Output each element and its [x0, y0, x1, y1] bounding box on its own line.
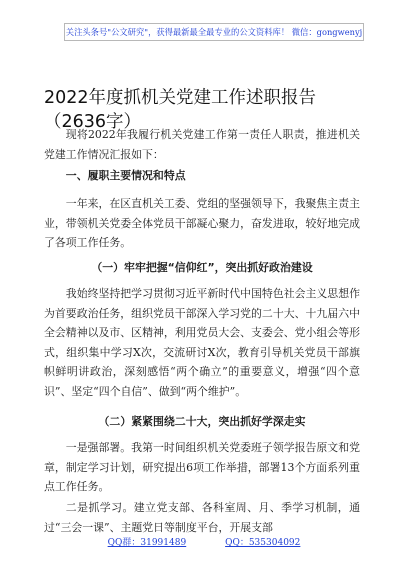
- intro-paragraph: 现将2022年我履行机关党建工作第一责任人职责，推进机关党建工作情况汇报如下：: [44, 128, 360, 161]
- subsection-heading-2: （二）紧紧围绕二十大，突出抓好学深走实: [98, 415, 306, 428]
- paragraph-2: 一年来，在区直机关工委、党组的坚强领导下，我聚焦主责主业，带领机关党委全体党员干部凝心聚力，奋发进取，较好地完成了各项工作任务。: [44, 197, 360, 250]
- header-banner: 关注头条号"公文研究"，获得最新最全最专业的公文资料库！ 微信：gongwenyj: [64, 23, 364, 41]
- section-heading-1: 一、履职主要情况和特点: [65, 169, 186, 182]
- document-title: 2022年度抓机关党建工作述职报告（2636字）: [44, 87, 317, 132]
- paragraph-4: 一是强部署。我第一时间组织机关党委班子领学报告原文和党章，制定学习计划，研究提出6项工作举措，部署13个方面系列重点工作任务。: [44, 441, 360, 494]
- footer-qq-group[interactable]: QQ群：31991489: [107, 538, 187, 548]
- subsection-heading-1: （一）牢牢把握“信仰红”，突出抓好政治建设: [91, 261, 313, 274]
- paragraph-3: 我始终坚持把学习贯彻习近平新时代中国特色社会主义思想作为首要政治任务，组织党员干部深入学习党的二十大、十九届六中全会精神以及市、区精神，利用党员大会、支委会、党小组会等形式，组织集中学习X次，交流研讨X次，教育引导机关党员干部旗帜鲜明讲政治，深刻感悟“两个确立”的重要意义，增强“四个意识”、坚定“四个自信”、做到“两个维护”。: [44, 287, 360, 398]
- paragraph-5: 二是抓学习。建立党支部、各科室周、月、季学习机制，通过“三会一课”、主题党日等制度平台，开展支部: [44, 501, 360, 534]
- footer-qq[interactable]: QQ：535304092: [225, 538, 301, 548]
- footer-contacts: [0, 535, 408, 548]
